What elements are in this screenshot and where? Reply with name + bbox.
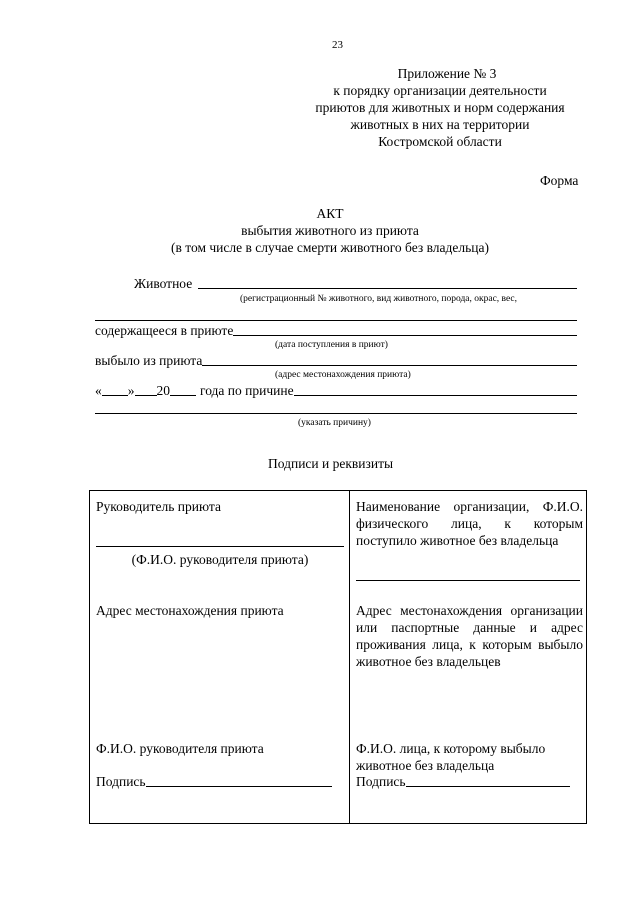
close-quote: » <box>127 383 135 398</box>
recipient-fio-line1: Ф.И.О. лица, к которому выбыло <box>356 741 546 756</box>
appendix-line: к порядку организации деятельности <box>333 83 547 98</box>
appendix-line: Приложение № 3 <box>397 66 497 81</box>
open-quote: « <box>95 383 102 398</box>
kept-hint: (дата поступления в приют) <box>275 340 388 350</box>
animal-input-line[interactable] <box>198 287 577 289</box>
page-number: 23 <box>332 39 343 51</box>
head-fio-label: Ф.И.О. руководителя приюта <box>96 741 264 756</box>
document-title <box>140 205 520 256</box>
appendix-line: приютов для животных и норм содержания <box>315 100 565 115</box>
head-label: Руководитель приюта <box>96 499 221 514</box>
appendix-line: животных в них на территории <box>350 117 530 132</box>
animal-extra-line[interactable] <box>95 320 577 321</box>
right-signature-row <box>356 773 570 790</box>
right-signature-label: Подпись <box>356 774 406 789</box>
left-hint: (адрес местонахождения приюта) <box>275 370 411 380</box>
reason-hint: (указать причину) <box>298 418 371 428</box>
reason-input-line[interactable] <box>294 394 577 396</box>
appendix-block <box>280 65 600 150</box>
left-signature-line[interactable] <box>146 785 332 787</box>
animal-hint: (регистрационный № животного, вид животного, порода, окрас, вес, <box>240 294 518 304</box>
recipient-fio-line2: животное без владельца <box>356 758 495 773</box>
title-line: (в том числе в случае смерти животного без владельца) <box>170 240 489 255</box>
left-input-line[interactable] <box>202 364 577 366</box>
animal-row <box>134 275 577 292</box>
left-signature-label: Подпись <box>96 774 146 789</box>
right-signature-line[interactable] <box>406 785 570 787</box>
year-input-line[interactable] <box>170 395 196 396</box>
signature-table <box>89 490 587 824</box>
left-row <box>95 352 577 369</box>
date-reason-row <box>95 382 577 399</box>
month-input-line[interactable] <box>135 395 157 396</box>
year-prefix: 20 <box>156 383 170 398</box>
title-line: АКТ <box>316 206 344 221</box>
form-label: Форма <box>540 173 579 188</box>
appendix-line: Костромской области <box>378 134 502 149</box>
day-input-line[interactable] <box>102 395 128 396</box>
shelter-address-label: Адрес местонахождения приюта <box>96 603 284 618</box>
animal-label: Животное <box>134 276 193 291</box>
reason-extra-line[interactable] <box>95 413 577 414</box>
signatures-heading: Подписи и реквизиты <box>268 456 394 471</box>
recipient-line[interactable] <box>356 580 580 581</box>
recipient-address-text: Адрес местонахождения организации или паспортные данные и адрес проживания лица, к которым выбыло животное без владельцев <box>356 603 583 669</box>
recipient-text: Наименование организации, Ф.И.О. физического лица, к которым поступило животное без владельца <box>356 499 583 548</box>
head-name-hint: (Ф.И.О. руководителя приюта) <box>131 552 309 567</box>
title-line: выбытия животного из приюта <box>241 223 419 238</box>
kept-input-line[interactable] <box>233 334 577 336</box>
left-signature-row <box>96 773 332 790</box>
table-divider <box>349 491 350 823</box>
kept-row <box>95 322 577 339</box>
kept-label: содержащееся в приюте <box>95 323 234 338</box>
left-label: выбыло из приюта <box>95 353 203 368</box>
head-name-line[interactable] <box>96 546 344 547</box>
recipient-fio-label <box>356 740 545 774</box>
reason-label: года по причине <box>200 383 294 398</box>
